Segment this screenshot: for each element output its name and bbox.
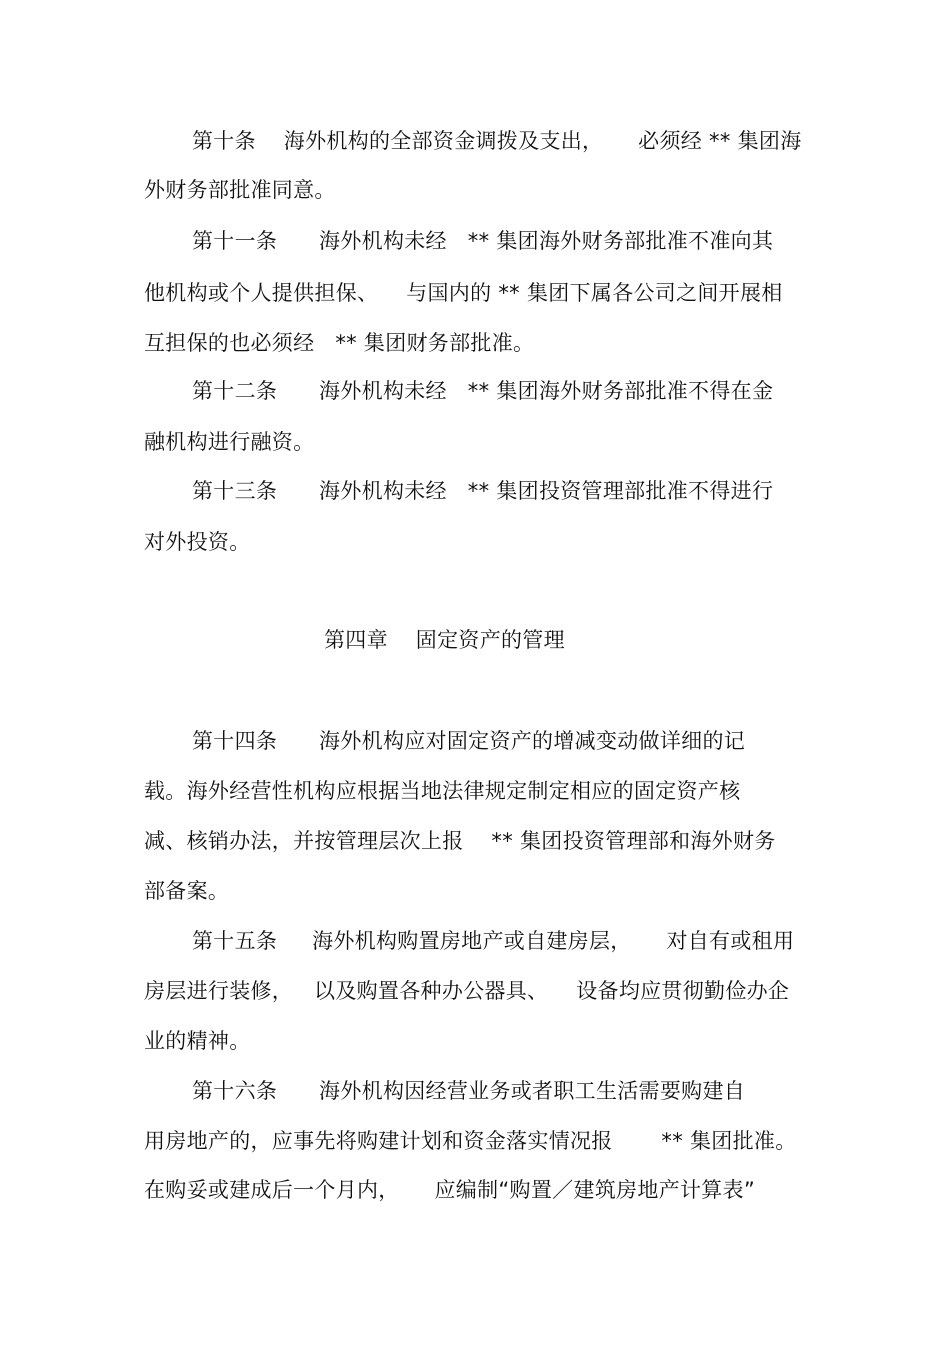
article-12-line-1: 第十二条 海外机构未经 ** 集团海外财务部批准不得在金: [192, 379, 774, 403]
article-14-line-1: 第十四条 海外机构应对固定资产的增减变动做详细的记: [192, 729, 746, 753]
article-15-line-3: 业的精神。: [144, 1029, 251, 1053]
article-11-line-3: 互担保的也必须经 ** 集团财务部批准。: [144, 331, 535, 355]
chapter-4-heading: 第四章 固定资产的管理: [324, 628, 565, 652]
article-14-line-2: 载。海外经营性机构应根据当地法律规定制定相应的固定资产核: [144, 779, 741, 803]
article-10-line-1: 第十条 海外机构的全部资金调拨及支出， 必须经 ** 集团海: [192, 129, 802, 153]
article-14-line-4: 部备案。: [144, 879, 230, 903]
article-15-line-1: 第十五条 海外机构购置房地产或自建房层， 对自有或租用: [192, 929, 795, 953]
article-16-line-1: 第十六条 海外机构因经营业务或者职工生活需要购建自: [192, 1079, 746, 1103]
article-12-line-2: 融机构进行融资。: [144, 430, 315, 454]
article-16-line-2: 用房地产的，应事先将购建计划和资金落实情况报 ** 集团批准。: [144, 1129, 797, 1153]
article-11-line-2: 他机构或个人提供担保、 与国内的 ** 集团下属各公司之间开展相: [144, 281, 783, 305]
article-16-line-3: 在购妥或建成后一个月内， 应编制“购置／建筑房地产计算表”: [144, 1178, 756, 1202]
article-13-line-2: 对外投资。: [144, 530, 251, 554]
article-10-line-2: 外财务部批准同意。: [144, 178, 336, 202]
article-11-line-1: 第十一条 海外机构未经 ** 集团海外财务部批准不准向其: [192, 229, 774, 253]
article-13-line-1: 第十三条 海外机构未经 ** 集团投资管理部批准不得进行: [192, 479, 774, 503]
article-15-line-2: 房层进行装修， 以及购置各种办公器具、 设备均应贯彻勤俭办企: [144, 979, 790, 1003]
article-14-line-3: 减、核销办法，并按管理层次上报 ** 集团投资管理部和海外财务: [144, 829, 776, 853]
